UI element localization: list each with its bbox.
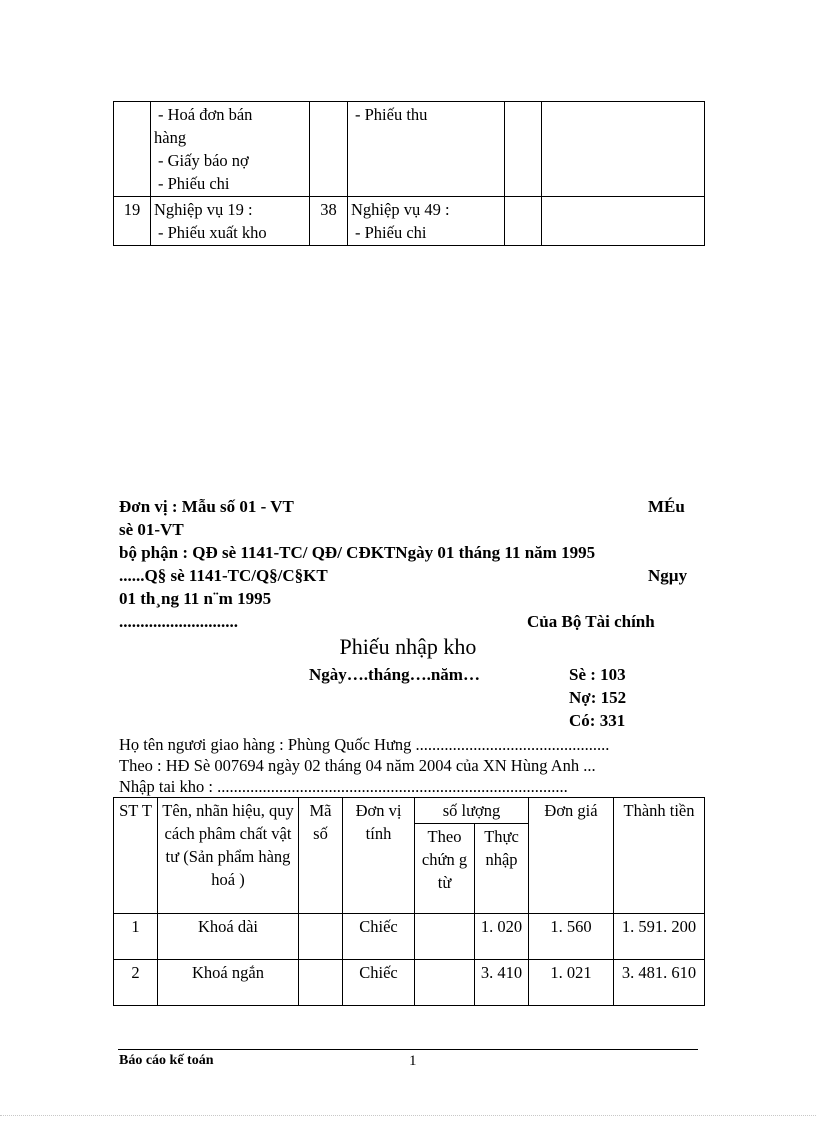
cell-qty-doc bbox=[415, 914, 475, 960]
date-line: Ngày….tháng….năm… bbox=[309, 665, 480, 684]
empty-cell bbox=[505, 197, 542, 246]
col-header-price: Đơn giá bbox=[529, 798, 614, 914]
empty-cell bbox=[542, 197, 705, 246]
credit-account: Có: 331 bbox=[569, 711, 626, 730]
cell-stt: 2 bbox=[114, 960, 158, 1006]
cell-name: Khoá dài bbox=[158, 914, 299, 960]
header-row bbox=[114, 798, 705, 824]
table-row bbox=[114, 197, 705, 246]
col-header-quantity: số lượng bbox=[415, 798, 529, 824]
cell-amount: 1. 591. 200 bbox=[614, 914, 705, 960]
warehouse-field: Nhập tai kho : ..................................................................................... bbox=[119, 777, 568, 796]
cell-qty-actual: 1. 020 bbox=[475, 914, 529, 960]
row-number bbox=[114, 102, 151, 197]
col-header-unit: Đơn vị tính bbox=[343, 798, 415, 914]
cell-price: 1. 560 bbox=[529, 914, 614, 960]
cell-code bbox=[299, 914, 343, 960]
page-edge-divider bbox=[0, 1115, 816, 1116]
document-list bbox=[151, 197, 310, 246]
empty-cell bbox=[505, 102, 542, 197]
cell-price: 1. 021 bbox=[529, 960, 614, 1006]
col-header-qty-actual: Thực nhập bbox=[475, 824, 529, 914]
cell-amount: 3. 481. 610 bbox=[614, 960, 705, 1006]
voucher-number: Sè : 103 bbox=[569, 665, 626, 684]
continuation-table bbox=[113, 101, 705, 246]
cell-stt: 1 bbox=[114, 914, 158, 960]
row-number bbox=[310, 102, 348, 197]
list-item: Nghiệp vụ 19 : bbox=[154, 200, 253, 219]
form-label-right: MÉu bbox=[648, 497, 685, 516]
empty-cell bbox=[542, 102, 705, 197]
list-item: - Phiếu thu bbox=[355, 105, 428, 124]
dots-line: ............................ bbox=[119, 612, 238, 631]
according-field: Theo : HĐ Sè 007694 ngày 02 tháng 04 năm 2004 của XN Hùng Anh ... bbox=[119, 756, 596, 775]
list-item: - Phiếu chi bbox=[158, 174, 230, 193]
table-row bbox=[114, 914, 705, 960]
row-number: 38 bbox=[310, 197, 348, 246]
footer-divider bbox=[118, 1049, 698, 1050]
footer-title: Báo cáo kế toán bbox=[119, 1053, 214, 1068]
row-number: 19 bbox=[114, 197, 151, 246]
cell-name: Khoá ngắn bbox=[158, 960, 299, 1006]
page-title: Phiếu nhập kho bbox=[339, 634, 477, 659]
decision-line: bộ phận : QĐ sè 1141-TC/ QĐ/ CĐKTNgày 01 tháng 11 năm 1995 bbox=[119, 543, 596, 562]
ministry-label: Của Bộ Tài chính bbox=[527, 612, 655, 631]
col-header-qty-doc: Theo chứn g từ bbox=[415, 824, 475, 914]
cell-code bbox=[299, 960, 343, 1006]
list-item: - Phiếu chi bbox=[355, 223, 427, 242]
debit-account: Nợ: 152 bbox=[569, 688, 627, 707]
list-item: Nghiệp vụ 49 : bbox=[351, 200, 450, 219]
cell-qty-actual: 3. 410 bbox=[475, 960, 529, 1006]
list-item: - Hoá đơn bán bbox=[158, 105, 253, 124]
list-item: - Giấy báo nợ bbox=[158, 151, 249, 170]
table-row bbox=[114, 960, 705, 1006]
deliverer-field: Họ tên ngươi giao hàng : Phùng Quốc Hưng ............................................... bbox=[119, 735, 610, 754]
decision-date: 01 th¸ng 11 n¨m 1995 bbox=[119, 589, 272, 608]
page-number: 1 bbox=[409, 1053, 417, 1069]
date-label-right: Ngµy bbox=[648, 566, 688, 585]
list-item: hàng bbox=[154, 128, 187, 147]
document-list bbox=[151, 102, 310, 197]
receipt-table bbox=[113, 797, 705, 1006]
col-header-amount: Thành tiền bbox=[614, 798, 705, 914]
col-header-code: Mã số bbox=[299, 798, 343, 914]
document-list bbox=[348, 197, 505, 246]
list-item: - Phiếu xuất kho bbox=[158, 223, 267, 242]
form-number: sè 01-VT bbox=[119, 520, 184, 539]
unit-label: Đơn vị : Mẫu số 01 - VT bbox=[119, 497, 294, 516]
cell-qty-doc bbox=[415, 960, 475, 1006]
cell-unit: Chiếc bbox=[343, 960, 415, 1006]
document-list bbox=[348, 102, 505, 197]
col-header-name: Tên, nhãn hiệu, quy cách phâm chất vật tư (Sản phẩm hàng hoá ) bbox=[158, 798, 299, 914]
cell-unit: Chiếc bbox=[343, 914, 415, 960]
col-header-stt: ST T bbox=[114, 798, 158, 914]
decision-line-garbled: ......Q§ sè 1141-TC/Q§/C§KT bbox=[119, 566, 328, 585]
table-row bbox=[114, 102, 705, 197]
